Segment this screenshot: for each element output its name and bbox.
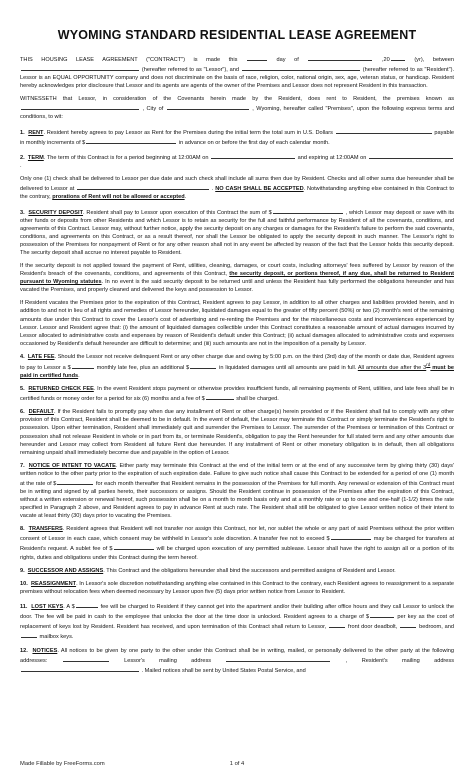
no-cash-notice: NO CASH SHALL BE ACCEPTED <box>215 186 304 193</box>
section-term <box>20 152 454 170</box>
deposit-text-2: , which Lessor may deposit or save with its other funds or deposits from other Residents and which Lessor is to retain as security for the full and faithful performance by Resident of all the covenants, conditions, and agreements of this Contract. Lessor may, without further notice, apply the security deposit on any charges or damages for the Resident's failure to perform the said covenants, conditions, and agreements on this Contract, or as a result thereof, nor shall the Lessor be obligated to apply the security deposit in such manner. The Lessor's right to possession of the Premises for nonpayment of Rent or for any other reason shall not in any event be affected by reason of the fact that the Lessor holds this security deposit. The security deposit shall accrue no interest payable to Resident. <box>20 209 455 256</box>
section-number: 9. <box>20 567 25 574</box>
section-number: 11. <box>20 604 28 611</box>
section-number: 10. <box>20 580 28 587</box>
section-label: RENT <box>28 129 44 136</box>
rent-text-2: payable in monthly increments of $ <box>20 129 454 146</box>
intro-text-3: ,20 <box>373 57 390 63</box>
keys-text-5: bedroom, and <box>417 624 454 631</box>
total-rent-field[interactable] <box>336 127 432 134</box>
month-field[interactable] <box>308 54 372 61</box>
premises-address-field[interactable] <box>21 103 139 110</box>
section-number: 3. <box>20 209 25 216</box>
key-replacement-fee-field[interactable] <box>370 611 394 618</box>
section-rent <box>20 127 454 147</box>
mailbox-keys-field[interactable] <box>21 631 37 638</box>
returned-check-text-2: shall be charged. <box>234 396 279 403</box>
prorations-notice: prorations of Rent will not be allowed or accepted <box>52 194 185 201</box>
section-successors <box>20 567 454 575</box>
late-fee-text-4: . <box>78 372 80 379</box>
bedroom-keys-field[interactable] <box>400 621 416 628</box>
certified-funds-notice-2: must be paid in certified funds <box>20 364 454 379</box>
witnesseth-text-3: , Wyoming, hereafter called "Premises", upon the following express terms and conditions, to wit: <box>20 106 454 121</box>
section-number: 4. <box>20 353 25 360</box>
day-field[interactable] <box>247 54 267 61</box>
intro-text-6: (hereafter referred to as "Resident"). Lessor is an EQUAL OPPORTUNITY company and does not discriminate on the basis of race, religion, color, national origin, sex, age, veteran status, or handicap. Resident hereby acknowledges prior disclosure that Lessor and its agents are agents of the owner of the Premises and Lessor does not represent Resident in this transaction. <box>20 67 454 90</box>
successors-text: . This Contract and the obligations hereunder shall bind the successors and permitted assigns of Resident and Lessor. <box>103 567 396 574</box>
term-text-2: and expiring at 12:00AM on <box>296 154 368 161</box>
page-number: 1 of 4 <box>229 761 245 767</box>
transfers-text-2: may be charged for transfers at Resident's request. A sublet fee of $ <box>20 536 454 553</box>
rent-text-3: in advance on or before the first day of each calendar month. <box>177 139 330 146</box>
section-label: DEFAULT <box>28 409 54 416</box>
section-default <box>20 408 454 456</box>
year-field[interactable] <box>391 54 405 61</box>
intro-paragraph <box>20 54 454 90</box>
returned-check-fee-field[interactable] <box>206 393 234 400</box>
intro-text-2: day of <box>267 57 308 63</box>
deposit-return-text-1: If the security deposit is not applied toward the payment of Rent, utilities, cleaning, damages, or court costs, including attorneys' fees suffered by Lessor by reason of the Resident's breach of the covenants, conditions, and agreements of this Contract, <box>20 263 454 278</box>
intro-text-1: THIS HOUSING LEASE AGREEMENT ("CONTRACT") is made this <box>20 57 246 63</box>
term-end-field[interactable] <box>369 152 453 159</box>
late-fee-text-1: . Should the Lessor not receive delinquent Rent or any other charge due and owing by 5:00 p.m. on the third (3rd) day of the month or date due, Resident agrees to pay to Lessor a $ <box>20 353 454 371</box>
section-number: 2. <box>20 154 25 161</box>
notices-text-3: , Resident's mailing address <box>331 657 455 664</box>
lessor-address-field[interactable] <box>63 655 109 662</box>
section-label: TERM <box>27 154 44 161</box>
notices-text-1: . All notices to be given by one party to the other under this Contract shall be in writing, mailed, or personally delivered to the other party at the following addresses: <box>20 647 455 664</box>
section-notice-vacate <box>20 462 454 520</box>
witnesseth-text-1: WITNESSETH that Lessor, in consideration of the Covenants herein made by the Resident, does rent to Resident, the premises known as <box>20 96 454 103</box>
certified-funds-notice-1: All amounts due after the 3 <box>357 364 427 371</box>
lessor-mailing-field[interactable] <box>226 655 330 662</box>
deposit-return-text-2: . In no event is the said security deposit to be returned until and unless the Resident has fully performed the obligations hereunder and has vacated the Premises, and properly cleaned and delivered the keys and possession to Lessor. <box>20 279 454 294</box>
section-number: 8. <box>20 526 25 533</box>
section-notices <box>20 647 454 675</box>
holdover-rent-field[interactable] <box>57 478 93 485</box>
security-deposit-field[interactable] <box>273 207 343 214</box>
section-label: LOST KEYS <box>31 604 64 611</box>
default-text: . If the Resident fails to promptly pay when due any installment of Rent or other charge(s) herein provided or if the Resident shall fail to comply with any other provision of this Contract, Resident shall be deemed to be in default. In the event of default, the Lessor may terminate this Contract or simply terminate the Resident's right to possession. Upon either termination, Resident shall immediately quit and surrender the Premises to Lessor. The surrender of the Premises or termination of this Contract or possession shall not release Resident in whole or in part from its, or terminate Resident's, obligation to pay the Rent hereunder for full stated term and any other amounts due hereunder and Lessor may collect from Resident all future Rent due hereunder. If any installment of Rent or other monetary obligation is in default, then all obligations remaining unpaid shall immediately become due and payable in the option of Lessor. <box>20 409 455 456</box>
ordinal-suffix: rd <box>426 361 431 367</box>
late-fee-text-2: monthly late fee, plus an additional $ <box>94 364 190 371</box>
notices-text-2: Lessor's mailing address <box>109 657 226 664</box>
witnesseth-text-2: , City of <box>140 106 166 113</box>
checks-paragraph <box>20 175 454 201</box>
term-start-field[interactable] <box>211 152 295 159</box>
transfers-text-1: . Resident agrees that Resident will not transfer nor assign this Contract, nor let, nor sublet the whole or any part of said Premises without the prior written consent of Lessor in each case, which consent may be withheld in Lessor's sole discretion. A transfer fee not to exceed $ <box>20 526 454 543</box>
deadbolt-keys-field[interactable] <box>329 621 345 628</box>
checks-text-2: . <box>210 186 216 193</box>
keys-text-1: . A $ <box>63 604 75 611</box>
notices-text-4: . Mailed notices shall be sent by United States Postal Service, and <box>140 667 306 674</box>
payment-address-field[interactable] <box>77 183 209 190</box>
lockout-fee-field[interactable] <box>76 601 98 608</box>
document-title: WYOMING STANDARD RESIDENTIAL LEASE AGREEMENT <box>57 28 417 42</box>
intro-text-5: (hereafter referred to as "Lessor"), and <box>140 67 241 74</box>
rent-text-1: . Resident hereby agrees to pay Lessor as Rent for the Premises during the initial term the total sum in U.S. Dollars <box>43 129 335 136</box>
section-reassignment <box>20 580 454 596</box>
section-label: LATE FEE <box>27 353 55 360</box>
monthly-rent-field[interactable] <box>86 137 176 144</box>
lessor-name-field[interactable] <box>21 64 139 71</box>
section-number: 6. <box>20 409 25 416</box>
liquidated-damages-paragraph: If Resident vacates the Premises prior to the expiration of this Contract, Resident agrees to pay Lessor, in addition to all other charges and liabilities provided herein, and in addition to and not in lieu of all rights and remedies of Lessor hereunder, liquidated damages equal to the greater of fifty percent (50%) or two (2) month's rent of the remaining amounts due under this Contract to cover the Lessor's cost of advertising and re-renting the Premises and for the miscellaneous costs and inconveniences experienced by Lessor. Lessor and Resident agree that: (i) the amount of liquidated damages collectible under this Contract constitutes a reasonable amount of actual damages incurred by Lessor allocated to administrative costs and expenses by reason of Resident's default under this Contract; (ii) actual damages allocated to administrative costs and expenses occasioned by Resident's default hereunder are difficult to determine; and (iii) such amounts are not in the imposition of a penalty by Lessor. <box>20 300 454 347</box>
intro-text-4: (yr), between <box>405 57 454 63</box>
reassignment-text: . In Lessor's sole discretion notwithstanding anything else contained in this Contract to the contrary, each Resident agrees to reassignment to a separate premises without relocation fees when deemed necessary by Lessor upon five (5) days prior written notice from Lessor to Resident. <box>20 580 454 596</box>
section-security-deposit <box>20 207 454 257</box>
keys-text-4: front door deadbolt, <box>346 624 400 631</box>
witnesseth-paragraph <box>20 95 454 121</box>
section-number: 1. <box>20 129 25 136</box>
keys-text-2: fee will be charged to Resident if they cannot get into the apartment and/or their building after office hours and they call Lessor to unlock the door. The fee will be paid in cash to the employee that unlocks the door at the time door is unlocked. Resident agrees to a charge of $ <box>20 604 455 621</box>
section-transfers <box>20 525 454 561</box>
late-fee-field[interactable] <box>72 362 94 369</box>
section-number: 5. <box>20 386 25 393</box>
made-fillable-credit: Made Fillable by FreeForms.com <box>20 761 105 767</box>
vacate-text-2: for each month thereafter that Resident remains in the possession of the Premises for full month. Any renewal or extension of this Contract must be in writing and signed by all parties hereto, their successors or assigns. Should the Resident continue in possession of the Premises after the expiration of this Contract, without a written extension or renewal hereof, such possession shall be on a month to month basis only and at a monthly rate or up to one and one-half (1-1/2) times the rate specified in Paragraph 2 above, and Resident agrees to pay in advance Rent at such rate. The Resident shall still be obligated to give Lessor written notice of their intent to vacate at least thirty (30) days prior to vacating the Premises. <box>20 480 454 520</box>
city-field[interactable] <box>167 103 249 110</box>
resident-name-field[interactable] <box>242 64 360 71</box>
checks-text-4: . <box>184 194 187 201</box>
section-label: SUCCESSOR AND ASSIGNS <box>27 567 104 574</box>
resident-mailing-field[interactable] <box>21 665 139 672</box>
deposit-return-paragraph <box>20 262 454 294</box>
vacate-text-1: . Either party may terminate this Contract at the end of the initial term or at the end of any successive term by giving thirty (30) days' written notice to the other party prior to the expiration of such expiration date. Failure to give such notice shall cause this Contract to be extended for a period of one (1) month at the rate of $ <box>20 462 455 487</box>
late-fee-text-3: in liquidated damages until all amounts are paid in full. <box>217 364 358 371</box>
section-label: RETURNED CHECK FEE <box>28 386 94 393</box>
keys-text-3: per key as the cost of replacement of keys lost by Resident. Resident has received, and upon termination of this Contract shall return to Lessor, <box>20 614 454 631</box>
transfer-fee-field[interactable] <box>331 533 371 540</box>
section-label: NOTICES <box>32 647 58 654</box>
section-label: SECURITY DEPOSIT <box>28 209 84 216</box>
section-label: NOTICE OF INTENT TO VACATE <box>28 462 116 469</box>
section-number: 7. <box>20 462 25 469</box>
section-label: REASSIGNMENT <box>30 580 77 587</box>
sublet-fee-field[interactable] <box>114 543 154 550</box>
deposit-text-1: . Resident shall pay to Lessor upon execution of this Contract the sum of $ <box>83 209 272 216</box>
section-label: TRANSFERS <box>28 526 63 533</box>
term-text-1: . The term of this Contract is for a period beginning at 12:00AM on <box>43 154 211 161</box>
returned-check-text-1: . In the event Resident stops payment or otherwise provides insufficient funds, all remaining payments of Rent, utilities, and late fees shall be in certified funds or money order for a period for six (6) months and a fee of $ <box>20 386 454 403</box>
section-late-fee <box>20 353 454 380</box>
checks-text-1: Only one (1) check shall be delivered to Lessor per due date and such check shall include all sums then due by Resident. Checks and all other sums due hereunder shall be delivered to Lessor at <box>20 176 454 193</box>
section-number: 12. <box>20 647 28 654</box>
checks-text-3: . Notwithstanding anything else contained in this Contract to the contrary, <box>20 186 454 201</box>
section-lost-keys <box>20 601 454 641</box>
term-text-3: . <box>20 163 22 170</box>
keys-text-6: mailbox keys. <box>38 634 74 641</box>
section-returned-check <box>20 385 454 403</box>
daily-late-fee-field[interactable] <box>190 362 216 369</box>
deposit-return-statute: the security deposit, or portions thereof, if any due, shall be returned to Resident pursuant to Wyoming statutes <box>20 271 454 286</box>
transfers-text-3: will be charged upon execution of any permitted sublease. Lessor shall have the right to assign all or a portion of its rights, duties and obligations under this Contract during the term hereof. <box>20 546 454 561</box>
